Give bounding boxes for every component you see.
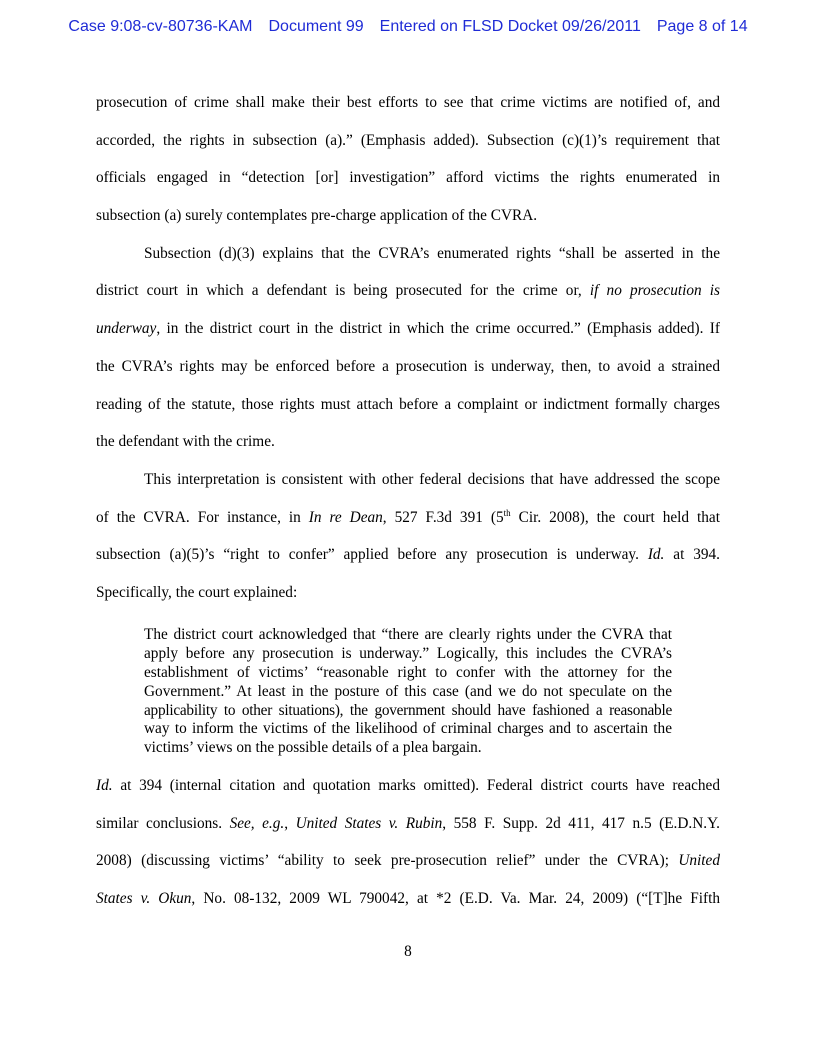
quote-line: victims’ views on the possible details of a plea bargain. (144, 739, 482, 757)
para4-line: 2008) (discussing victims’ “ability to seek pre-prosecution relief” under the CVRA); United (96, 852, 720, 870)
para2-line: district court in which a defendant is being prosecuted for the crime or, if no prosecution is (96, 282, 720, 300)
para2-line: Subsection (d)(3) explains that the CVRA’s enumerated rights “shall be asserted in the (144, 244, 720, 262)
para2-line: the CVRA’s rights may be enforced before a prosecution is underway, then, to avoid a strained (96, 357, 720, 375)
citation-id: Id. (96, 777, 113, 794)
quote-line: establishment of victims’ “reasonable right to confer with the attorney for the (144, 663, 672, 681)
para4-line: similar conclusions. See, e.g., United States v. Rubin, 558 F. Supp. 2d 411, 417 n.5 (E.D.N.Y. (96, 814, 721, 832)
signal: See, e.g. (229, 814, 285, 832)
case-number: Case 9:08-cv-80736-KAM (68, 18, 253, 35)
page-number: 8 (404, 943, 412, 960)
para3-line: subsection (a)(5)’s “right to confer” applied before any prosecution is underway. Id. at 394. (96, 546, 720, 564)
para3-line: Specifically, the court explained: (96, 583, 298, 601)
para1-line: officials engaged in “detection [or] investigation” afford victims the rights enumerated in (96, 169, 720, 187)
docket-header (0, 18, 816, 36)
para2-line: reading of the statute, those rights must attach before a complaint or indictment formally charges (96, 395, 720, 413)
para3-line: of the CVRA. For instance, in In re Dean, 527 F.3d 391 (5th Cir. 2008), the court held that (96, 507, 720, 526)
entered-date: Entered on FLSD Docket 09/26/2011 (379, 18, 641, 35)
para2-line: underway, in the district court in the district in which the crime occurred.” (Emphasis added). If (96, 320, 720, 338)
quote-line: The district court acknowledged that “there are clearly rights under the CVRA that (144, 626, 672, 643)
body-text (96, 94, 720, 622)
para1-line: accorded, the rights in subsection (a).” (Emphasis added). Subsection (c)(1)’s requirement that (96, 131, 720, 149)
para4-line: Id. at 394 (internal citation and quotation marks omitted). Federal district courts have reached (96, 777, 720, 794)
quote-line: apply before any prosecution is underway.” Logically, this includes the CVRA’s (144, 644, 672, 662)
citation-id: Id. (647, 546, 665, 564)
emphasis: underway (96, 320, 157, 338)
case-name: United (678, 852, 720, 870)
body-text-continued (96, 777, 720, 928)
case-name: United States v. Rubin (295, 814, 443, 832)
para3-line: This interpretation is consistent with other federal decisions that have addressed the scope (144, 470, 720, 488)
case-name: In re Dean (308, 508, 383, 526)
para1-line: prosecution of crime shall make their best efforts to see that crime victims are notified of, and (96, 94, 720, 111)
para1-line: subsection (a) surely contemplates pre-charge application of the CVRA. (96, 207, 538, 225)
quote-line: way to inform the victims of the likelihood of criminal charges and to ascertain the (144, 720, 672, 738)
quote-line: Government.” At least in the posture of this case (and we do not speculate on the (144, 682, 672, 700)
para4-line: States v. Okun, No. 08-132, 2009 WL 790042, at *2 (E.D. Va. Mar. 24, 2009) (“[T]he Fifth (96, 890, 720, 908)
para2-line: the defendant with the crime. (96, 433, 275, 451)
page-count: Page 8 of 14 (656, 18, 748, 35)
quote-line: applicability to other situations), the government should have fashioned a reasonable (144, 701, 672, 719)
document-number: Document 99 (268, 18, 364, 35)
block-quote (144, 626, 672, 758)
emphasis: if no prosecution is (589, 282, 720, 300)
case-name: States v. Okun (96, 890, 192, 908)
